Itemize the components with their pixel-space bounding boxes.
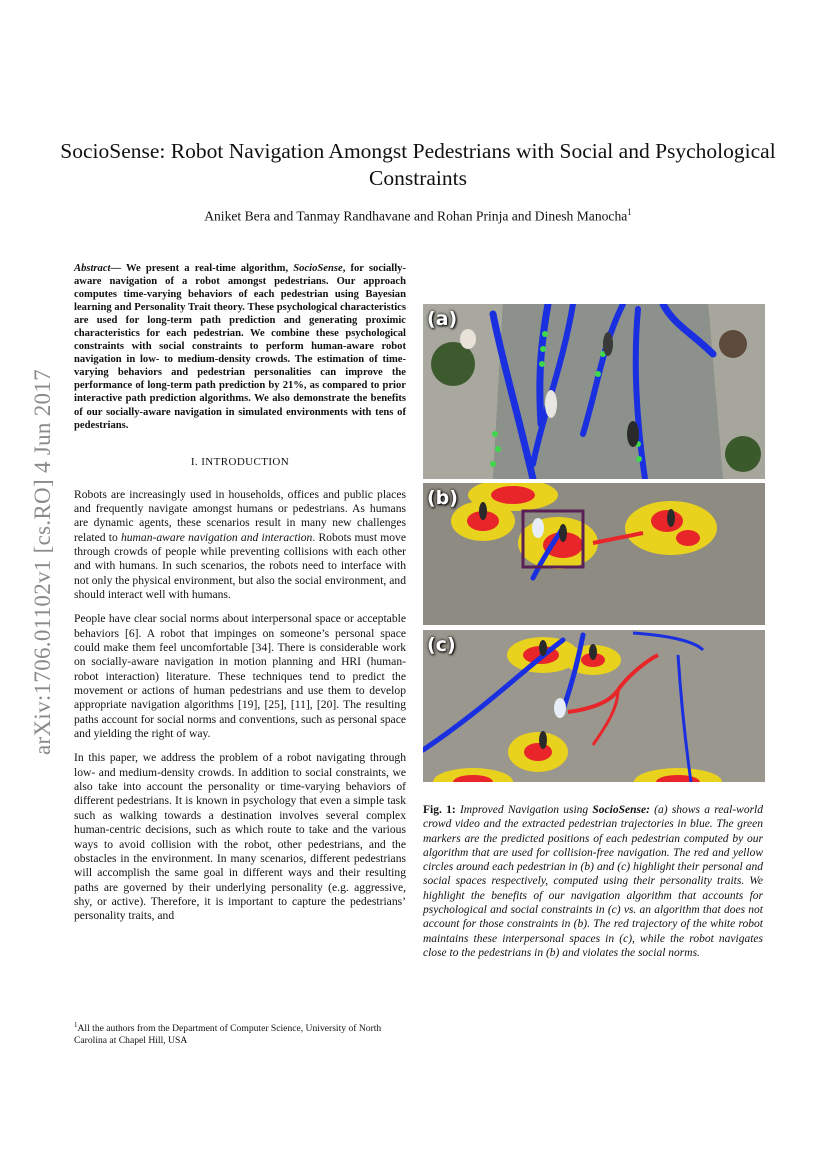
- intro-paragraph-2: People have clear social norms about interpersonal space or acceptable behaviors [6]. A robot that impinges on someone’s personal space could make them feel uncomfortable [34]. There is considerable work on socially-aware navigation in motion planning and HRI (human-robot interaction) literature. These techniques tend to predict the movement or actions of human pedestrians and use them to develop appropriate navigation algorithms [19], [25], [11], [20]. The resulting paths account for social norms and conventions, such as personal space and yielding the right of way.: [74, 612, 406, 741]
- simulation-b-image: [423, 483, 765, 625]
- author-footnote-mark: 1: [627, 207, 632, 217]
- figure-panel-c-simulation-with-constraints: [423, 630, 765, 782]
- panel-label-a: (a): [427, 308, 458, 330]
- intro-paragraph-1: [74, 488, 406, 603]
- footnote-text: All the authors from the Department of Computer Science, University of North Carolina at Chapel Hill, USA: [74, 1023, 382, 1047]
- footnote: [74, 1019, 406, 1047]
- panel-label-c: (c): [427, 634, 456, 656]
- figure-caption: [423, 803, 763, 960]
- intro-p1-text-a: Robots are increasingly used in households, offices and public places and frequently navigate amongst humans or pedestrians. As humans are dynamic agents, these scenarios result in many new challenges related to: [74, 487, 406, 544]
- author-names: Aniket Bera and Tanmay Randhavane and Rohan Prinja and Dinesh Manocha: [204, 208, 628, 224]
- intro-p1-emphasis: human-aware navigation and interaction: [120, 530, 313, 544]
- abstract: [74, 262, 406, 432]
- paper-title: SocioSense: Robot Navigation Amongst Pedestrians with Social and Psychological Constraints: [60, 139, 776, 190]
- caption-method-name: SocioSense:: [592, 804, 650, 816]
- figure-1: [423, 304, 765, 782]
- footnote-mark: 1: [74, 1021, 78, 1029]
- abstract-text: , for socially-aware navigation of a robot amongst pedestrians. Our approach computes time-varying behaviors of each pedestrian using Bayesian learning and Personality Trait theory. These psychological characteristics are used for long-term path prediction and generating proximic characteristics for each pedestrian. We combine these psychological constraints with social constraints to perform human-aware robot navigation in low- to medium-density crowds. The estimation of time-varying behaviors and pedestrian personalities can improve the performance of long-term path prediction by 21%, as compared to prior interactive path prediction algorithms. We also demonstrate the benefits of our socially-aware navigation in simulated environments with tens of pedestrians.: [74, 263, 406, 431]
- abstract-lead: Abstract: [74, 263, 111, 274]
- abstract-dash: — We present a real-time algorithm,: [110, 263, 294, 274]
- figure-panel-b-simulation-without-constraints: [423, 483, 765, 625]
- crowd-video-image: [423, 304, 765, 479]
- figure-panel-a-crowd-video: [423, 304, 765, 479]
- intro-paragraph-3: In this paper, we address the problem of a robot navigating through low- and medium-density crowds. In addition to social constraints, we also take into account the personality or time-varying behaviors of different pedestrians. It is known in psychology that even a simple task such as walking towards a destination involves several complex human-centric decisions, such as which route to take and the various ways to avoid collision with the robot, other pedestrians, and the obstacles in the environment. In many scenarios, different pedestrians will accomplish the same goal in different ways and their resulting paths are governed by their underlying personality (e.g. aggressive, shy, or active). Therefore, it is important to capture the pedestrians’ personality traits, and: [74, 751, 406, 923]
- author-list: [60, 207, 776, 225]
- caption-text-b: (a) shows a real-world crowd video and the extracted pedestrian trajectories in blue. The green markers are the predicted positions of each pedestrian computed by our algorithm that are used for collision-free navigation. The red and yellow circles around each pedestrian in (b) and (c) highlight their personal and social spaces respectively, computed using their personality traits. We highlight the benefits of our navigation algorithm that accounts for psychological and social constraints in (c) vs. an algorithm that does not account for those constraints in (b). The red trajectory of the white robot maintains these interpersonal spaces in (c), while the robot navigates close to the pedestrians in (b) and violates the social norms.: [423, 804, 763, 959]
- section-heading-introduction: I. INTRODUCTION: [190, 455, 290, 468]
- abstract-method-name: SocioSense: [293, 263, 343, 274]
- panel-label-b: (b): [427, 487, 458, 509]
- arxiv-identifier-stamp: arXiv:1706.01102v1 [cs.RO] 4 Jun 2017: [30, 369, 55, 755]
- caption-figure-label: Fig. 1:: [423, 804, 456, 816]
- intro-p1-text-b: . Robots must move through crowds of people while preventing collisions with each other and with humans. In such scenarios, the robots need to interface with not only the physical environment, but also the social environment, and should interact well with humans.: [74, 530, 406, 602]
- left-column: [74, 262, 406, 934]
- caption-text-a: Improved Navigation using: [455, 804, 593, 816]
- simulation-c-image: [423, 630, 765, 782]
